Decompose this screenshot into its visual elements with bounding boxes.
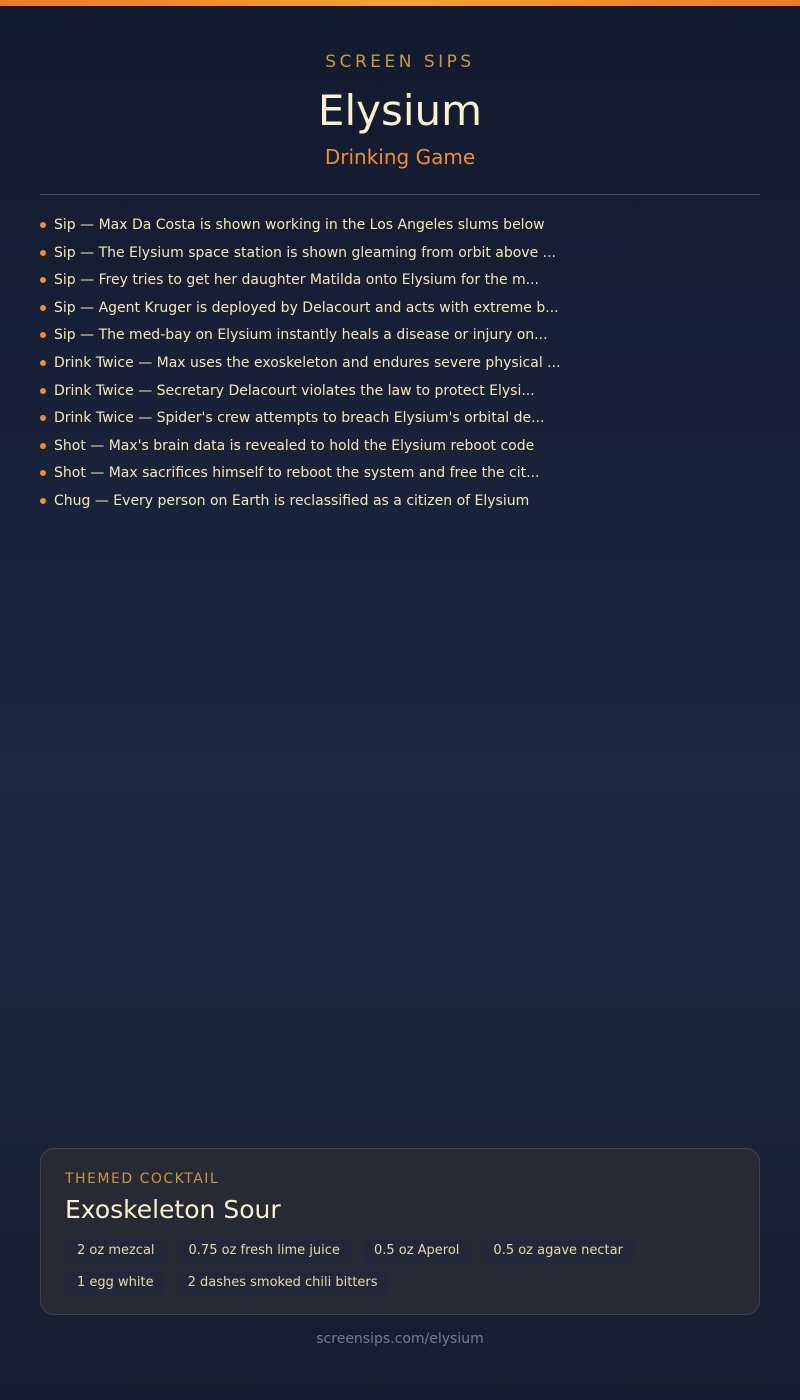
brand-name: SCREEN SIPS [325,52,475,72]
ingredient-chip: 0.5 oz Aperol [362,1239,471,1263]
ingredient-chip: 0.5 oz agave nectar [481,1239,635,1263]
bullet-icon [40,332,46,338]
rule-item [40,213,760,241]
bullet-icon [40,415,46,421]
ingredient-chip: 0.75 oz fresh lime juice [177,1239,352,1263]
footer-url[interactable]: screensips.com/elysium [316,1331,484,1347]
bullet-icon [40,360,46,366]
cocktail-card [40,1148,760,1315]
rule-text: Sip — The Elysium space station is shown gleaming from orbit above ... [54,244,557,261]
bullet-icon [40,277,46,283]
rule-text: Sip — Max Da Costa is shown working in the Los Angeles slums below [54,217,545,233]
ingredient-chip: 2 dashes smoked chili bitters [176,1271,390,1295]
rule-item [40,406,760,434]
rule-text: Shot — Max sacrifices himself to reboot the system and free the cit... [54,465,540,482]
bullet-icon [40,470,46,476]
rule-text: Sip — Agent Kruger is deployed by Delacourt and acts with extreme b... [54,299,559,316]
rule-text: Sip — Frey tries to get her daughter Matilda onto Elysium for the m... [54,272,539,289]
ingredient-chip: 2 oz mezcal [65,1239,167,1263]
header-divider [40,194,760,195]
rule-item [40,296,760,324]
rule-item [40,489,760,517]
bullet-icon [40,222,46,228]
ingredient-chip: 1 egg white [65,1271,166,1295]
cocktail-label: THEMED COCKTAIL [65,1171,220,1187]
rule-item [40,434,760,462]
bullet-icon [40,498,46,504]
rules-list [40,213,760,517]
rule-text: Sip — The med-bay on Elysium instantly heals a disease or injury on... [54,327,548,344]
rule-text: Drink Twice — Secretary Delacourt violates the law to protect Elysi... [54,382,535,399]
page-title: Elysium [317,86,483,135]
rule-item [40,461,760,489]
rule-item [40,379,760,407]
rule-item [40,241,760,269]
page-subtitle: Drinking Game [324,145,476,169]
rule-item [40,268,760,296]
rule-text: Shot — Max's brain data is revealed to hold the Elysium reboot code [54,437,535,454]
rule-item [40,323,760,351]
rule-item [40,351,760,379]
top-accent-bar [0,0,800,6]
bullet-icon [40,388,46,394]
rule-text: Chug — Every person on Earth is reclassified as a citizen of Elysium [54,492,530,509]
cocktail-name: Exoskeleton Sour [65,1195,281,1224]
ingredient-list [65,1239,725,1295]
bullet-icon [40,305,46,311]
rule-text: Drink Twice — Max uses the exoskeleton and endures severe physical ... [54,354,561,371]
rule-text: Drink Twice — Spider's crew attempts to breach Elysium's orbital de... [54,410,545,427]
bullet-icon [40,443,46,449]
bullet-icon [40,250,46,256]
